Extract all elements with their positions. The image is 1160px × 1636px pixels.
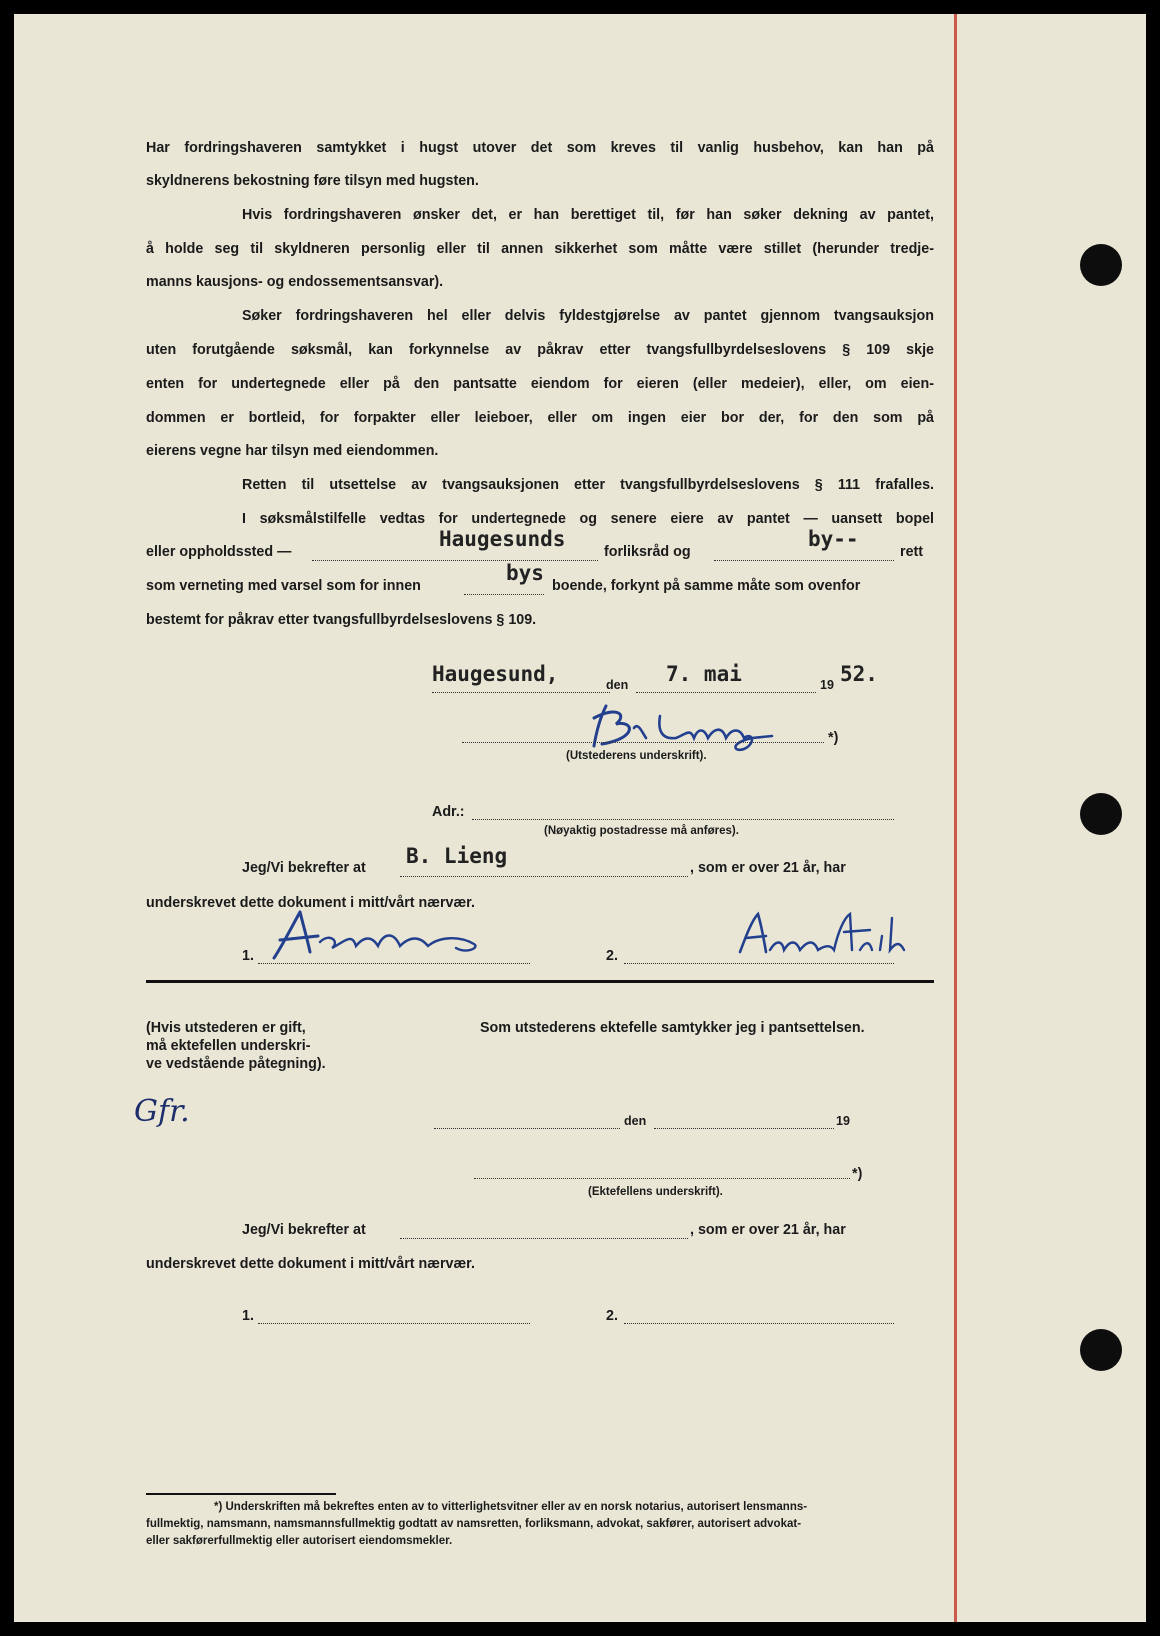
date-field bbox=[636, 692, 816, 693]
para1-line2: skyldnerens bekostning føre tilsyn med hugsten. bbox=[146, 173, 479, 189]
handwritten-mark: Gfr. bbox=[134, 1094, 190, 1129]
w1-prefix: Jeg/Vi bekrefter at bbox=[242, 860, 366, 876]
den-label: den bbox=[606, 678, 629, 692]
para1-line1: Har fordringshaveren samtykket i hugst utover det som kreves til vanlig husbehov, kan han på bbox=[146, 140, 934, 156]
w1-suffix: , som er over 21 år, har bbox=[690, 860, 846, 876]
spouse-note-1: (Hvis utstederen er gift, bbox=[146, 1020, 306, 1036]
binder-hole-3 bbox=[1080, 1329, 1122, 1371]
w2-prefix: Jeg/Vi bekrefter at bbox=[242, 1222, 366, 1238]
issuer-asterisk: *) bbox=[828, 730, 839, 746]
para3-line1: Søker fordringshaveren hel eller delvis fyldestgjørelse av pantet gjennom tvangsauksjon bbox=[242, 308, 934, 324]
w1-signature-line-2 bbox=[624, 963, 894, 964]
issuer-signature-caption: (Utstederens underskrift). bbox=[566, 750, 707, 762]
para2-line1: Hvis fordringshaveren ønsker det, er han berettiget til, før han søker dekning av pantet, bbox=[242, 207, 934, 223]
spouse-note-2: må ektefellen underskri- bbox=[146, 1038, 311, 1054]
court-type-field bbox=[714, 560, 894, 561]
address-label: Adr.: bbox=[432, 804, 465, 820]
para3-line2: uten forutgående søksmål, kan forkynnelse av påkrav etter tvangsfullbyrdelseslovens § 109 skje bbox=[146, 342, 934, 358]
date-typed: 7. mai bbox=[666, 662, 742, 686]
year-prefix: 19 bbox=[820, 678, 834, 692]
w1-num1: 1. bbox=[242, 948, 254, 964]
binder-hole-2 bbox=[1080, 793, 1122, 835]
spouse-signature-line[interactable] bbox=[474, 1178, 850, 1179]
para2-line3: manns kausjons- og endossementsansvar). bbox=[146, 274, 444, 290]
red-margin-line bbox=[954, 14, 957, 1622]
spouse-year-prefix: 19 bbox=[836, 1114, 850, 1128]
w2-signature-line-1[interactable] bbox=[258, 1323, 530, 1324]
court-name-typed: Haugesunds bbox=[439, 527, 566, 551]
w1-name-field bbox=[400, 876, 688, 877]
place-typed: Haugesund, bbox=[432, 662, 559, 686]
w1-line2: underskrevet dette dokument i mitt/vårt nærvær. bbox=[146, 895, 475, 911]
w1-num2: 2. bbox=[606, 948, 618, 964]
spouse-den-label: den bbox=[624, 1114, 647, 1128]
para5-l2b: forliksråd og bbox=[604, 544, 691, 560]
w2-signature-line-2[interactable] bbox=[624, 1323, 894, 1324]
para3-line4: dommen er bortleid, for forpakter eller leieboer, eller om ingen eier bor der, for den som på bbox=[146, 410, 934, 426]
w2-name-field[interactable] bbox=[400, 1238, 688, 1239]
w2-num1: 1. bbox=[242, 1308, 254, 1324]
issuer-signature-image bbox=[576, 698, 786, 754]
year-suffix-typed: 52. bbox=[840, 662, 878, 686]
footnote-line2: fullmektig, namsmann, namsmannsfullmektig godtatt av namsretten, forliksmann, advokat, sakfører, autorisert advokat- bbox=[146, 1518, 802, 1530]
para2-line2: å holde seg til skyldneren personlig eller til annen sikkerhet som måtte være stillet (herunder tredje- bbox=[146, 241, 934, 257]
w2-line2: underskrevet dette dokument i mitt/vårt nærvær. bbox=[146, 1256, 475, 1272]
place-field bbox=[432, 692, 610, 693]
innen-typed: bys bbox=[506, 561, 544, 585]
w2-suffix: , som er over 21 år, har bbox=[690, 1222, 846, 1238]
witness2-signature-image bbox=[720, 906, 910, 960]
spouse-signature-caption: (Ektefellens underskrift). bbox=[588, 1186, 723, 1198]
para5-l3a: som verneting med varsel som for innen bbox=[146, 578, 421, 594]
para5-l3b: boende, forkynt på samme måte som ovenfor bbox=[552, 578, 861, 594]
w2-num2: 2. bbox=[606, 1308, 618, 1324]
w1-signature-line-1 bbox=[258, 963, 530, 964]
address-field[interactable] bbox=[472, 819, 894, 820]
spouse-place-field[interactable] bbox=[434, 1128, 620, 1129]
para5-line4: bestemt for påkrav etter tvangsfullbyrdelseslovens § 109. bbox=[146, 612, 537, 628]
binder-hole-1 bbox=[1080, 244, 1122, 286]
footnote-line1: *) Underskriften må bekreftes enten av to vitterlighetsvitner eller av en norsk notarius, autorisert lensmanns- bbox=[214, 1501, 808, 1513]
witness1-signature-image bbox=[260, 902, 500, 964]
section-divider bbox=[146, 980, 934, 983]
w1-name-typed: B. Lieng bbox=[406, 844, 508, 868]
spouse-asterisk: *) bbox=[852, 1166, 863, 1182]
court-type-typed: by-- bbox=[808, 527, 859, 551]
issuer-signature-line bbox=[462, 742, 824, 743]
para5-line1: I søksmålstilfelle vedtas for undertegnede og senere eiere av pantet — uansett bopel bbox=[242, 511, 934, 527]
para3-line3: enten for undertegnede eller på den pantsatte eiendom for eieren (eller medeier), eller, om eien- bbox=[146, 376, 934, 392]
spouse-consent: Som utstederens ektefelle samtykker jeg i pantsettelsen. bbox=[480, 1020, 865, 1036]
para5-l2c: rett bbox=[900, 544, 924, 560]
para4: Retten til utsettelse av tvangsauksjonen etter tvangsfullbyrdelseslovens § 111 frafalles. bbox=[242, 477, 934, 493]
address-caption: (Nøyaktig postadresse må anføres). bbox=[544, 825, 739, 837]
innen-field bbox=[464, 594, 544, 595]
spouse-date-field[interactable] bbox=[654, 1128, 834, 1129]
document-page bbox=[14, 14, 1146, 1622]
footnote-line3: eller sakførerfullmektig eller autorisert eiendomsmekler. bbox=[146, 1535, 453, 1547]
footnote-rule bbox=[146, 1493, 336, 1495]
para5-l2a: eller oppholdssted — bbox=[146, 544, 292, 560]
court-name-field bbox=[312, 560, 598, 561]
spouse-note-3: ve vedstående påtegning). bbox=[146, 1056, 326, 1072]
para3-line5: eierens vegne har tilsyn med eiendommen. bbox=[146, 443, 439, 459]
